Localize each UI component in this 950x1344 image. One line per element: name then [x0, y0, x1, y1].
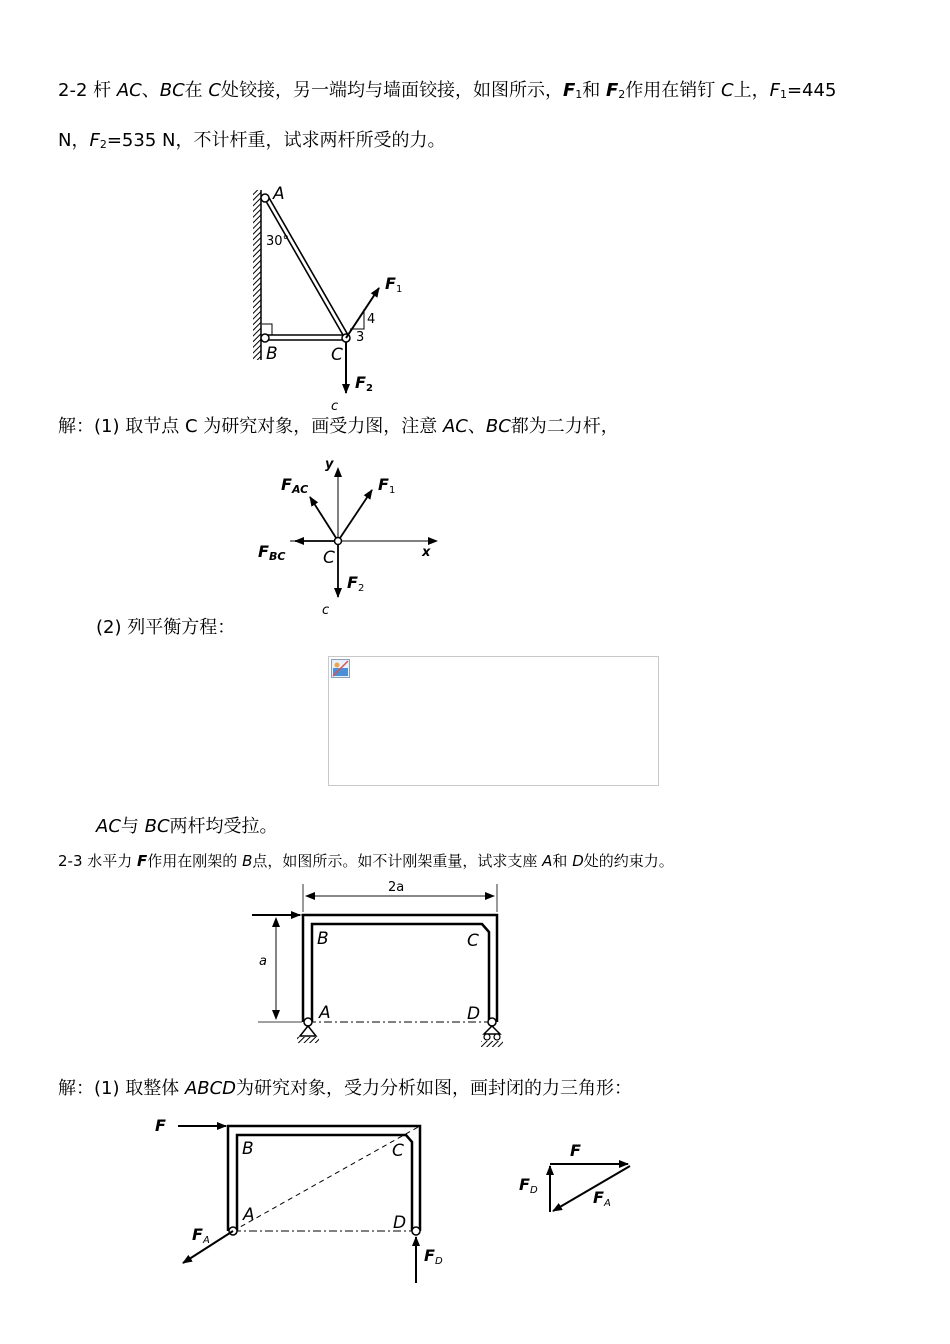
label-b: B [266, 344, 278, 364]
solution-2-2-conclusion: AC与 BC两杆均受拉。 [96, 816, 278, 837]
fbd-caption-c: c [322, 603, 330, 618]
label-angle: 30° [266, 234, 290, 249]
label-f1: F1 [385, 274, 403, 295]
label-a: A [273, 184, 285, 204]
label-fa: FA [192, 1225, 210, 1246]
label-fbc: FBC [258, 542, 286, 563]
solution-2-2-step1: 解：(1) 取节点 C 为研究对象，画受力图，注意 AC、BC都为二力杆， [58, 416, 619, 437]
label-fd: FD [424, 1246, 443, 1267]
label-f1: F1 [378, 475, 396, 496]
label-f2: F2 [347, 573, 365, 594]
solution-2-2-step2: (2) 列平衡方程： [96, 617, 236, 638]
label-2a: 2a [388, 880, 405, 895]
triangle-label-fa: FA [593, 1188, 611, 1209]
label-c: C [331, 345, 343, 365]
label-x: x [422, 545, 431, 560]
label-a-dim: a [259, 954, 267, 969]
solution-2-3-step1: 解：(1) 取整体 ABCD为研究对象，受力分析如图，画封闭的力三角形： [58, 1078, 633, 1099]
label-d: D [467, 1004, 481, 1024]
label-c: C [323, 548, 335, 568]
label-c: C [392, 1141, 404, 1161]
label-b: B [242, 1139, 254, 1159]
label-c: C [467, 931, 479, 951]
label-a: A [243, 1205, 255, 1225]
triangle-label-f: F [570, 1141, 581, 1160]
label-b: B [317, 929, 329, 949]
label-y: y [325, 457, 334, 472]
label-slope-run: 3 [356, 330, 365, 345]
label-slope-rise: 4 [367, 312, 376, 327]
triangle-fa-arrow [553, 1166, 630, 1211]
label-d: D [393, 1213, 407, 1233]
triangle-label-fd: FD [519, 1175, 538, 1196]
frame-inner [237, 1135, 412, 1231]
label-f2: F2 [355, 373, 373, 394]
label-a: A [319, 1003, 331, 1023]
problem-2-3-statement: 2-3 水平力 F作用在刚架的 B点，如图所示。如不计刚架重量，试求支座 A和 D处的约束力。 [58, 852, 674, 870]
problem-2-2-statement-line1: 2-2 杆 AC、BC在 C处铰接，另一端均与墙面铰接，如图所示，$F_1$和 $F_2$作用在销钉 C上，$F_1=445$ [58, 80, 837, 101]
figure-caption-c: c [331, 399, 339, 414]
pin-d [412, 1227, 420, 1235]
label-f: F [155, 1116, 166, 1135]
problem-2-2-statement-line2: N，$F_2=535$ N，不计杆重，试求两杆所受的力。 [58, 130, 446, 151]
label-fac: FAC [281, 475, 309, 496]
